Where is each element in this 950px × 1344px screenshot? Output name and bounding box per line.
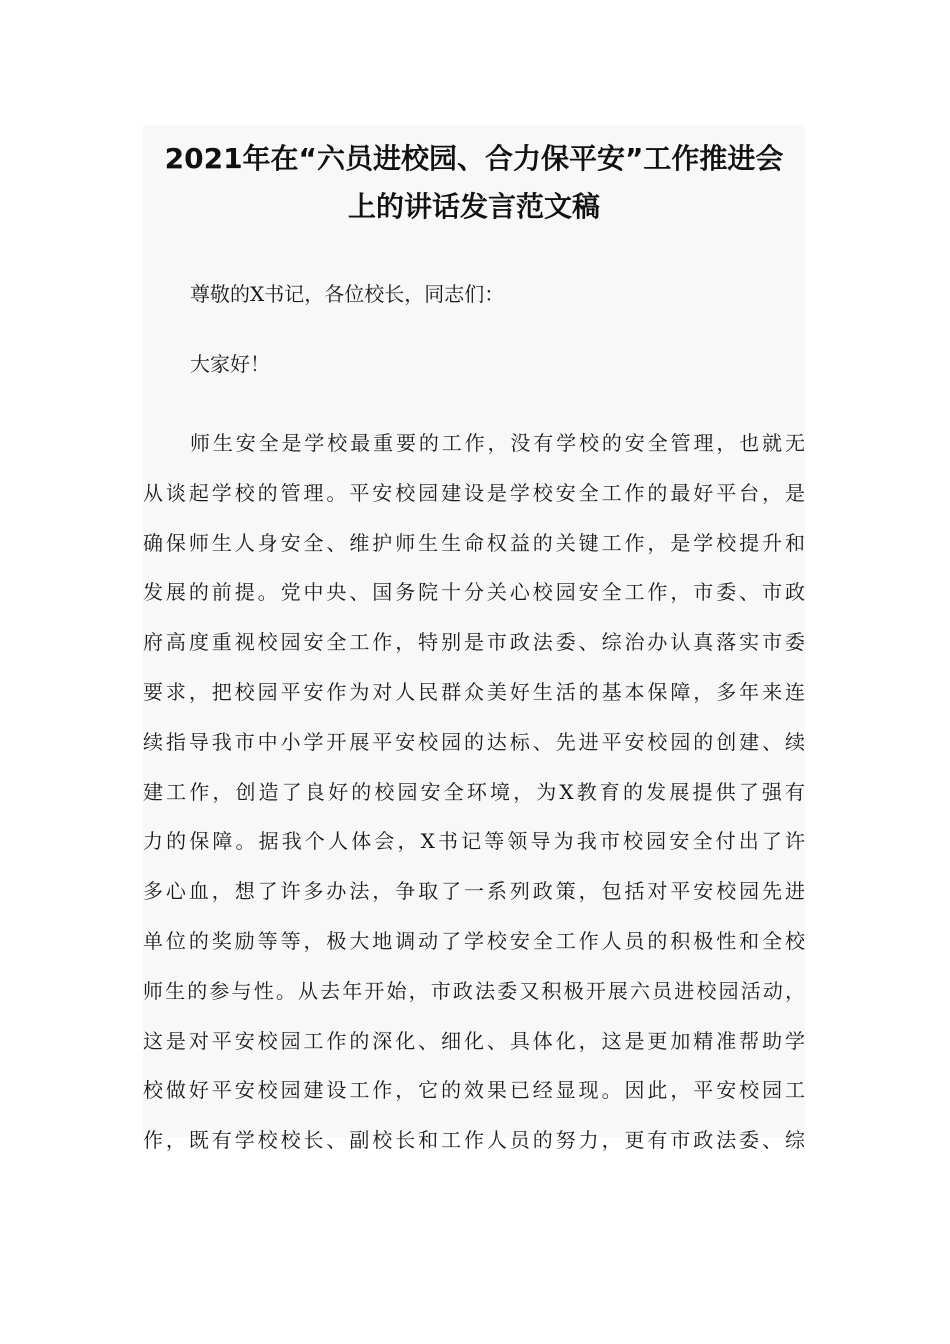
body-line: 建工作，创造了良好的校园安全环境，为X教育的发展提供了强有	[143, 779, 805, 804]
document-title	[143, 125, 805, 231]
body-line: 校做好平安校园建设工作，它的效果已经显现。因此，平安校园工	[143, 1078, 805, 1103]
body-line: 师生安全是学校最重要的工作，没有学校的安全管理，也就无	[190, 431, 805, 455]
body-line: 从谈起学校的管理。平安校园建设是学校安全工作的最好平台，是	[143, 480, 805, 505]
body-line: 师生的参与性。从去年开始，市政法委又积极开展六员进校园活动，	[143, 978, 805, 1003]
body-line: 发展的前提。党中央、国务院十分关心校园安全工作，市委、市政	[143, 580, 805, 605]
body-line: 多心血，想了许多办法，争取了一系列政策，包括对平安校园先进	[143, 879, 805, 904]
document-text-block	[143, 125, 805, 1153]
body-line: 续指导我市中小学开展平安校园的达标、先进平安校园的创建、续	[143, 729, 805, 754]
title-line-2: 上的讲话发言范文稿	[347, 190, 600, 223]
body-line: 单位的奖励等等，极大地调动了学校安全工作人员的积极性和全校	[143, 928, 805, 953]
body-line: 力的保障。据我个人体会，X书记等领导为我市校园安全付出了许	[143, 829, 805, 854]
body-line: 府高度重视校园安全工作，特别是市政法委、综治办认真落实市委	[143, 630, 805, 655]
body-line: 确保师生人身安全、维护师生生命权益的关键工作，是学校提升和	[143, 530, 805, 555]
salutation: 尊敬的X书记，各位校长，同志们：	[190, 282, 505, 306]
body-line: 作，既有学校校长、副校长和工作人员的努力，更有市政法委、综	[143, 1128, 805, 1153]
body-paragraph	[143, 419, 805, 1166]
greeting: 大家好！	[190, 352, 270, 376]
body-line: 要求，把校园平安作为对人民群众美好生活的基本保障，多年来连	[143, 679, 805, 704]
title-line-1: 2021年在“六员进校园、合力保平安”工作推进会	[164, 142, 784, 175]
body-line: 这是对平安校园工作的深化、细化、具体化，这是更加精准帮助学	[143, 1028, 805, 1053]
